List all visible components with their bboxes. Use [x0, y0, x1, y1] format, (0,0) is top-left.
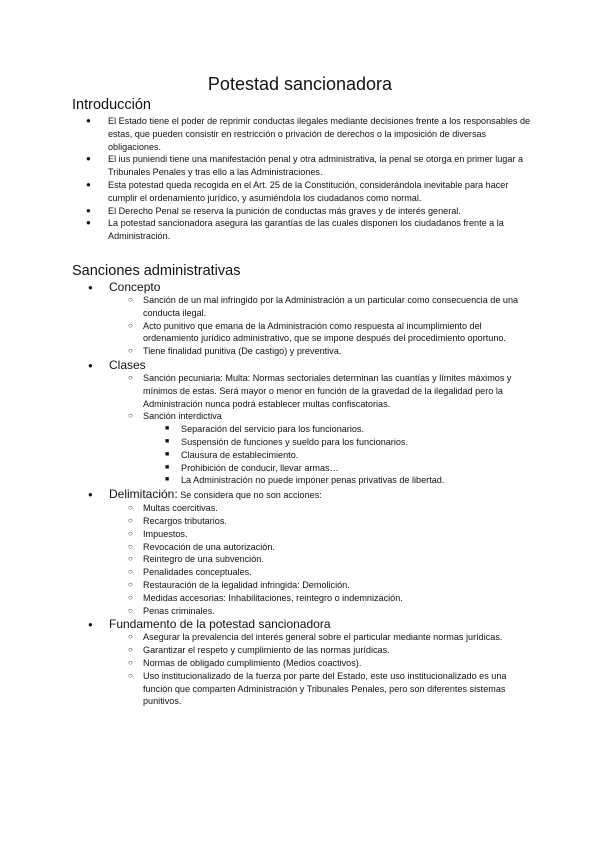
circle-bullet-icon: ○ — [128, 592, 133, 602]
circle-bullet-icon: ○ — [128, 411, 133, 421]
list-item: ● La potestad sancionadora asegura las garantías de las cuales disponen los ciudadanos frente a la Administración. — [86, 218, 504, 242]
list-item: ○ Normas de obligado cumplimiento (Medios coactivos). — [128, 657, 362, 668]
list-item: ● El Derecho Penal se reserva la punición de conductas más graves y de interés general. — [86, 205, 461, 216]
circle-bullet-icon: ○ — [128, 295, 133, 304]
list-item: ○ Sanción pecuniaria: Multa: Normas sectoriales determinan las cuantías y límites máximos y mínimos de estas. Será mayor o menor en función de la gravedad de la ilegalidad pero la Administración nunca podrá establecer multas confiscatorias. — [128, 372, 512, 409]
bullet-icon: ● — [88, 620, 93, 630]
bullet-icon: ● — [86, 218, 91, 228]
bullet-icon: ● — [88, 490, 93, 500]
list-item: ○ Recargos tributarios. — [128, 515, 227, 526]
section-heading-sanciones: Sanciones administrativas — [72, 263, 241, 279]
list-item: ○ Medidas accesorias: Inhabilitaciones, reintegro o indemnización. — [128, 592, 403, 603]
circle-bullet-icon: ○ — [128, 372, 133, 382]
bullet-icon: ● — [86, 205, 91, 215]
list-item: ○ Tiene finalidad punitiva (De castigo) y preventiva. — [128, 346, 342, 357]
list-item-clases: ● Clases — [88, 357, 146, 372]
page-title: Potestad sancionadora — [207, 74, 393, 94]
circle-bullet-icon: ○ — [128, 554, 133, 564]
circle-bullet-icon: ○ — [128, 657, 133, 667]
list-item: ○ Garantizar el respeto y cumplimiento de las normas jurídicas. — [128, 645, 390, 656]
list-item: ○ Acto punitivo que emana de la Administración como respuesta al incumplimiento del ordenamiento jurídico administrativo, que se impone después del procedimiento oportuno. — [128, 320, 506, 344]
sanciones-list — [72, 280, 532, 708]
circle-bullet-icon: ○ — [128, 541, 133, 551]
list-item: ● Esta potestad queda recogida en el Art. 25 de la Constitución, considerándola inevitable para hacer cumplir el ordenamiento jurídico, y asumiéndola los ciudadanos como normal. — [86, 179, 509, 203]
list-item: ○ Sanción interdictiva — [128, 411, 222, 422]
bullet-icon: ● — [86, 116, 91, 125]
circle-bullet-icon: ○ — [128, 605, 133, 615]
list-item: ■ Prohibición de conducir, llevar armas… — [165, 462, 339, 473]
circle-bullet-icon: ○ — [128, 579, 133, 589]
circle-bullet-icon: ○ — [128, 645, 133, 655]
list-item: ■ Suspensión de funciones y sueldo para los funcionarios. — [165, 436, 408, 447]
list-item: ○ Asegurar la prevalencia del interés general sobre el particular mediante normas jurídicas. — [128, 632, 503, 643]
circle-bullet-icon: ○ — [128, 515, 133, 525]
list-item: ○ Revocación de una autorización. — [128, 541, 275, 552]
list-item-fundamento: ● Fundamento de la potestad sancionadora — [88, 617, 331, 632]
intro-list — [72, 115, 532, 243]
list-item: ○ Sanción de un mal infringido por la Administración a un particular como consecuencia de una conducta ilegal. — [128, 295, 519, 318]
bullet-icon: ● — [88, 360, 93, 370]
list-item: ○ Multas coercitivas. — [128, 503, 218, 514]
circle-bullet-icon: ○ — [128, 528, 133, 538]
bullet-icon: ● — [88, 283, 93, 292]
bullet-icon: ● — [86, 154, 91, 164]
list-item: ○ Penalidades conceptuales. — [128, 567, 252, 578]
list-item: ○ Uso institucionalizado de la fuerza por parte del Estado, este uso institucionalizado es una función que comparten Administración y Tribunales Penales, pero son diferentes sistemas punitivos. — [128, 670, 507, 707]
square-bullet-icon: ■ — [165, 437, 170, 445]
circle-bullet-icon: ○ — [128, 320, 133, 330]
circle-bullet-icon: ○ — [128, 632, 133, 642]
list-item: ○ Penas criminales. — [128, 605, 215, 616]
square-bullet-icon: ■ — [165, 450, 170, 458]
circle-bullet-icon: ○ — [128, 346, 133, 356]
circle-bullet-icon: ○ — [128, 503, 133, 513]
list-item: ○ Restauración de la legalidad infringida: Demolición. — [128, 579, 350, 590]
list-item: ■ La Administración no puede imponer penas privativas de libertad. — [165, 475, 445, 486]
list-item: ■ Separación del servicio para los funcionarios. — [165, 424, 364, 435]
list-item: ■ Clausura de establecimiento. — [165, 449, 299, 460]
circle-bullet-icon: ○ — [128, 567, 133, 577]
bullet-icon: ● — [86, 179, 91, 189]
list-item-concepto: ● Concepto — [88, 280, 161, 294]
list-item: ○ Impuestos. — [128, 528, 188, 539]
list-item: ○ Reintegro de una subvención. — [128, 554, 264, 565]
list-item: ● El Estado tiene el poder de reprimir conductas ilegales mediante decisiones frente a los responsables de estas, que pueden consistir en restricción o privación de derechos o la imposición de diversas obligaciones. — [86, 116, 531, 152]
circle-bullet-icon: ○ — [128, 670, 133, 680]
square-bullet-icon: ■ — [165, 476, 170, 484]
section-heading-introduccion: Introducción — [72, 97, 151, 113]
list-item: ● El ius puniendi tiene una manifestación penal y otra administrativa, la penal se otorga en primer lugar a Tribunales Penales y tras ello a las Administraciones. — [86, 154, 524, 178]
square-bullet-icon: ■ — [165, 463, 170, 471]
square-bullet-icon: ■ — [165, 425, 170, 433]
list-item-delimitacion: ● Delimitación: Se considera que no son acciones: — [88, 487, 322, 502]
